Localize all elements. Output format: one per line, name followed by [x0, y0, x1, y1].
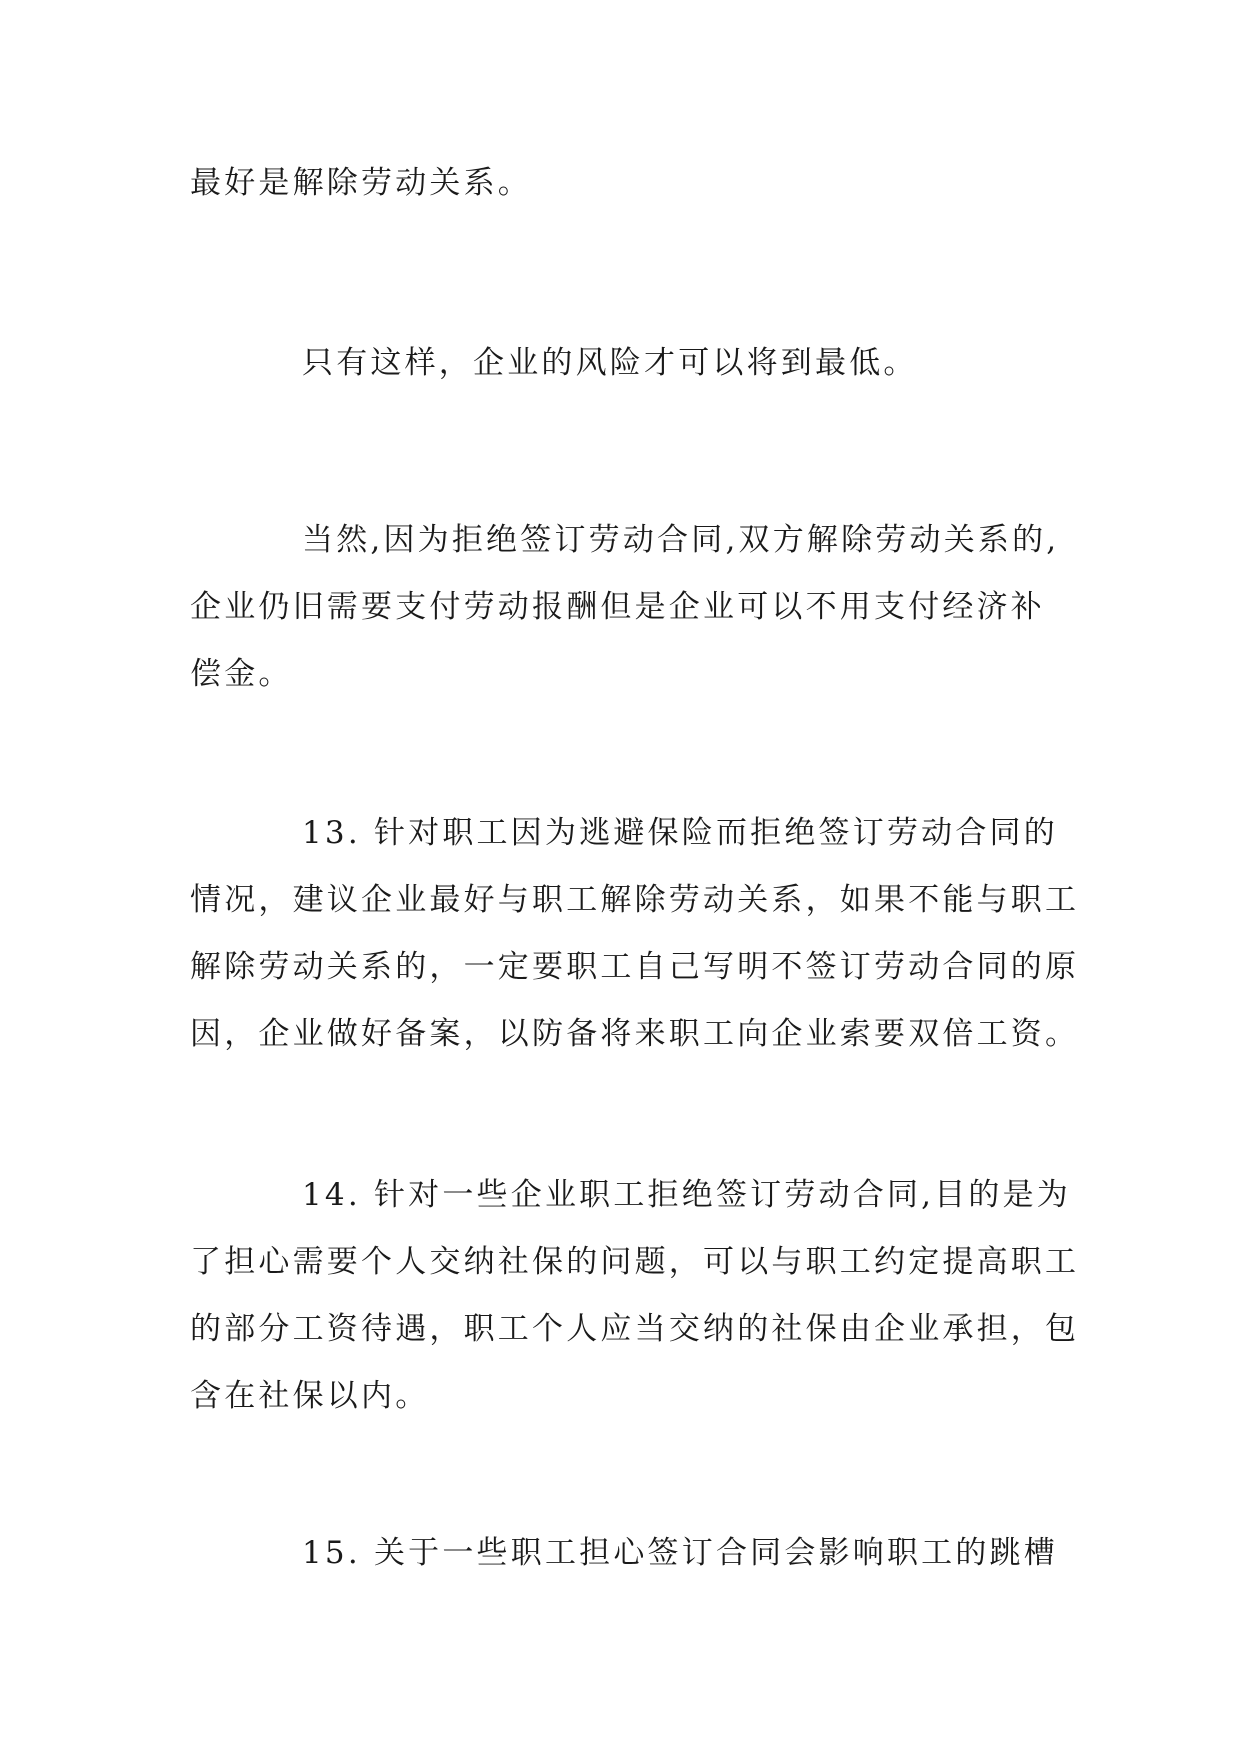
- paragraph-item-14: [190, 1162, 1080, 1430]
- paragraph-item-15: [190, 1520, 1070, 1587]
- paragraph-continuation: [190, 150, 1070, 217]
- paragraph-compensation: [190, 507, 1070, 708]
- text-line: 企业仍旧需要支付劳动报酬但是企业可以不用支付经济补: [190, 589, 1045, 625]
- text-line: 14. 针对一些企业职工拒绝签订劳动合同,目的是为: [302, 1177, 1072, 1213]
- text-line: 解除劳动关系的，一定要职工自己写明不签订劳动合同的原: [190, 949, 1080, 985]
- text-line: 15. 关于一些职工担心签订合同会影响职工的跳槽: [302, 1535, 1058, 1571]
- text-line: 情况，建议企业最好与职工解除劳动关系，如果不能与职工: [190, 882, 1080, 918]
- text-line: 13. 针对职工因为逃避保险而拒绝签订劳动合同的: [302, 815, 1058, 851]
- text-line: 含在社保以内。: [190, 1378, 430, 1414]
- paragraph-risk: [190, 330, 1070, 397]
- text-line: 只有这样，企业的风险才可以将到最低。: [302, 345, 918, 381]
- text-line: 最好是解除劳动关系。: [190, 165, 532, 201]
- text-line: 的部分工资待遇，职工个人应当交纳的社保由企业承担，包: [190, 1311, 1080, 1347]
- text-line: 因，企业做好备案，以防备将来职工向企业索要双倍工资。: [190, 1016, 1080, 1052]
- text-line: 当然,因为拒绝签订劳动合同,双方解除劳动关系的,: [302, 522, 1060, 558]
- text-line: 偿金。: [190, 656, 293, 692]
- paragraph-item-13: [190, 800, 1080, 1068]
- text-line: 了担心需要个人交纳社保的问题，可以与职工约定提高职工: [190, 1244, 1080, 1280]
